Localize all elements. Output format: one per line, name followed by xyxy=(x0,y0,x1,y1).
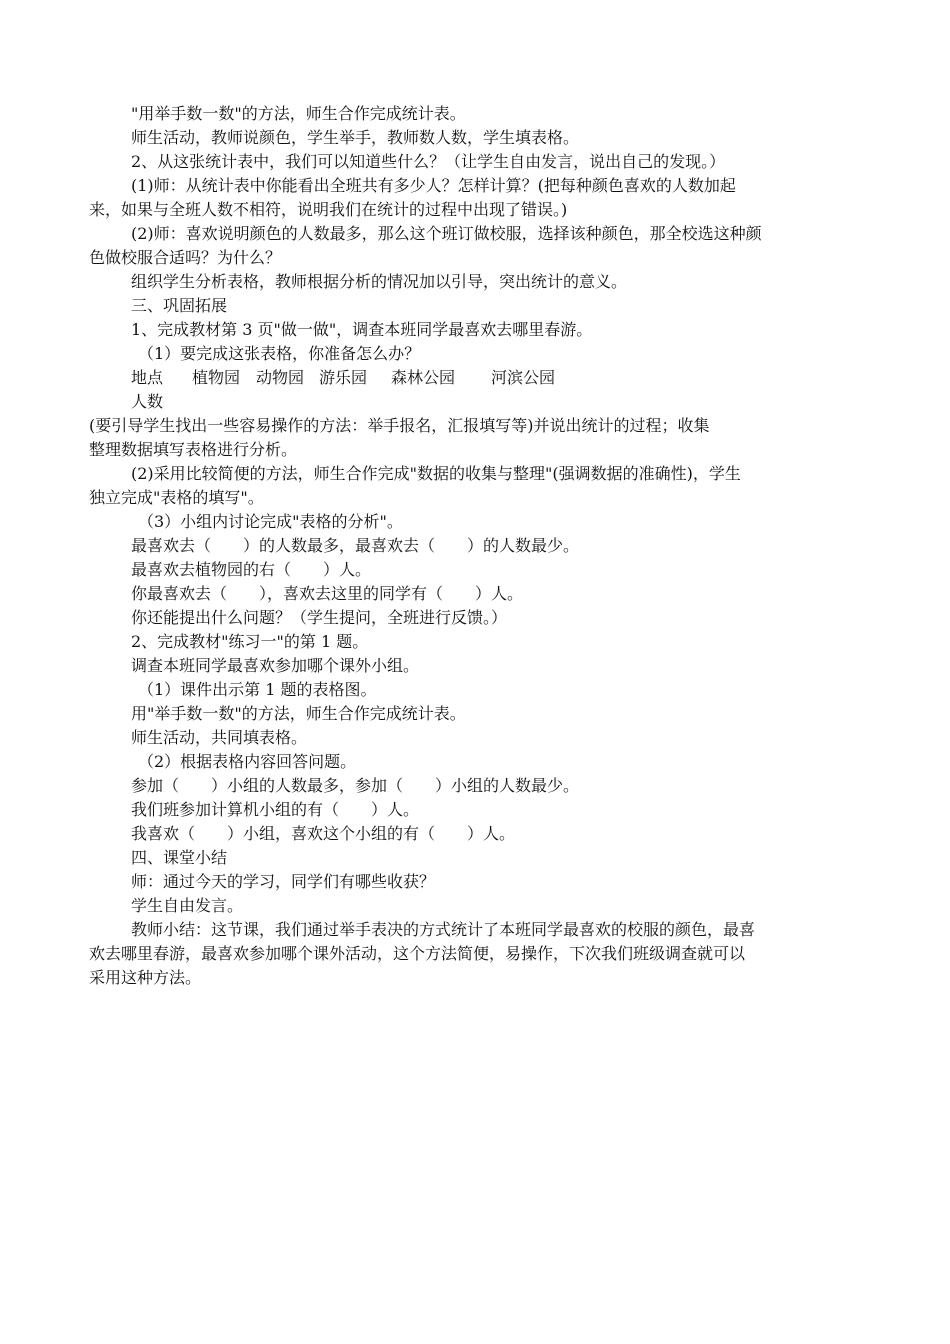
paragraph-line: 组织学生分析表格，教师根据分析的情况加以引导，突出统计的意义。 xyxy=(131,272,628,291)
paragraph-line: 最喜欢去（ ）的人数最多，最喜欢去（ ）的人数最少。 xyxy=(131,536,580,555)
paragraph-line: 欢去哪里春游，最喜欢参加哪个课外活动，这个方法简便，易操作，下次我们班级调查就可以 xyxy=(89,944,746,963)
paragraph-line: 师生活动，共同填表格。 xyxy=(131,728,308,747)
paragraph-line: 2、从这张统计表中，我们可以知道些什么？（让学生自由发言，说出自己的发现。） xyxy=(131,152,726,171)
paragraph-line: (1)师：从统计表中你能看出全班共有多少人？怎样计算？(把每种颜色喜欢的人数加起 xyxy=(131,176,736,195)
paragraph-line: 你还能提出什么问题？（学生提问，全班进行反馈。） xyxy=(131,608,508,627)
table-header-cell: 河滨公园 xyxy=(491,368,556,387)
paragraph-line: 调查本班同学最喜欢参加哪个课外小组。 xyxy=(131,656,420,675)
paragraph-line: (要引导学生找出一些容易操作的方法：举手报名，汇报填写等)并说出统计的过程；收集 xyxy=(89,416,710,435)
table-header-row xyxy=(131,367,631,389)
paragraph-line: （3）小组内讨论完成"表格的分析"。 xyxy=(138,512,403,531)
paragraph-line: 来，如果与全班人数不相符，说明我们在统计的过程中出现了错误。) xyxy=(89,200,568,219)
paragraph-line: 用"举手数一数"的方法，师生合作完成统计表。 xyxy=(131,704,466,723)
table-header-cell: 植物园 xyxy=(192,368,241,387)
paragraph-line: (2)采用比较简便的方法，师生合作完成"数据的收集与整理"(强调数据的准确性)，学生 xyxy=(131,464,741,483)
paragraph-line: 最喜欢去植物园的右（ ）人。 xyxy=(131,560,372,579)
paragraph-line: 色做校服合适吗？为什么？ xyxy=(89,248,282,267)
table-header-cell: 地点 xyxy=(131,368,164,387)
paragraph-line: 1、完成教材第 3 页"做一做"，调查本班同学最喜欢去哪里春游。 xyxy=(131,320,593,339)
paragraph-line: 参加（ ）小组的人数最多，参加（ ）小组的人数最少。 xyxy=(131,776,580,795)
section-heading: 四、课堂小结 xyxy=(131,848,228,867)
table-header-cell: 动物园 xyxy=(256,368,305,387)
paragraph-line: （1）课件出示第 1 题的表格图。 xyxy=(138,680,377,699)
paragraph-line: 你最喜欢去（ ），喜欢去这里的同学有（ ）人。 xyxy=(131,584,524,603)
paragraph-line: 整理数据填写表格进行分析。 xyxy=(89,440,298,459)
paragraph-line: 我喜欢（ ）小组，喜欢这个小组的有（ ）人。 xyxy=(131,824,516,843)
paragraph-line: 学生自由发言。 xyxy=(131,896,244,915)
table-header-cell: 游乐园 xyxy=(319,368,368,387)
paragraph-line: 师：通过今天的学习，同学们有哪些收获？ xyxy=(131,872,436,891)
paragraph-line: 采用这种方法。 xyxy=(89,968,202,987)
paragraph-line: 独立完成"表格的填写"。 xyxy=(89,488,264,507)
paragraph-line: （1）要完成这张表格，你准备怎么办？ xyxy=(138,344,421,363)
table-row-label: 人数 xyxy=(131,392,164,411)
paragraph-line: 2、完成教材"练习一"的第 1 题。 xyxy=(131,632,369,651)
section-heading: 三、巩固拓展 xyxy=(131,296,228,315)
paragraph-line: "用举手数一数"的方法，师生合作完成统计表。 xyxy=(131,104,466,123)
table-header-cell: 森林公园 xyxy=(391,368,456,387)
paragraph-line: 我们班参加计算机小组的有（ ）人。 xyxy=(131,800,420,819)
paragraph-line: 教师小结：这节课，我们通过举手表决的方式统计了本班同学最喜欢的校服的颜色，最喜 xyxy=(131,920,756,939)
paragraph-line: (2)师：喜欢说明颜色的人数最多，那么这个班订做校服，选择该种颜色，那全校选这种颜 xyxy=(131,224,762,243)
paragraph-line: （2）根据表格内容回答问题。 xyxy=(138,752,357,771)
paragraph-line: 师生活动，教师说颜色，学生举手，教师数人数，学生填表格。 xyxy=(131,128,580,147)
